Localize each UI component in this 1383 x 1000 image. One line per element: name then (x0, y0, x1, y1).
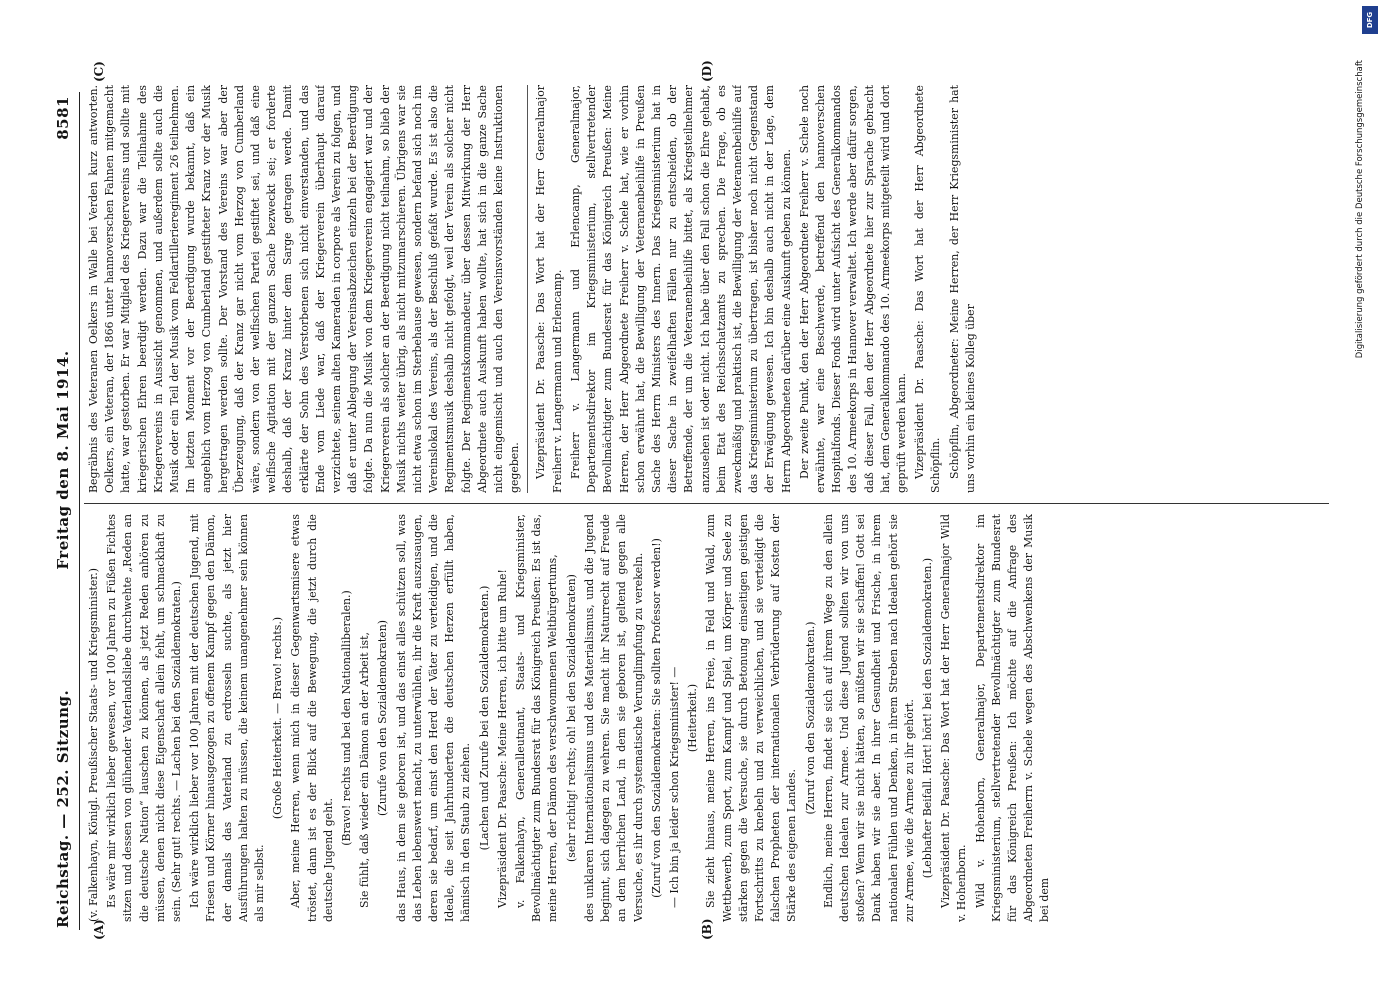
dfg-logo (1362, 6, 1378, 34)
running-header: Reichstag. — 252. Sitzung. (54, 689, 72, 928)
interjection: (sehr richtig! rechts; oh! bei den Sozialdemokraten) (564, 574, 578, 862)
section-separator (527, 85, 528, 493)
right-text-column (86, 85, 1326, 493)
paragraph: — Ich bin ja leider schon Kriegsminister! — (667, 666, 681, 908)
paragraph: (v. Falkenhayn, Königl. Preußischer Staats- und Kriegsminister.) (87, 568, 100, 922)
digitization-footnote: Digitalisierung gefördert durch die Deutsche Forschungsgemeinschaft (1355, 60, 1365, 359)
left-text-column (86, 514, 1326, 922)
interjection: (Lebhafter Beifall. Hört! hört! bei den Sozialdemokraten.) (920, 557, 934, 879)
paragraph: Es wäre mir wirklich lieber gewesen, vor 100 Jahren zu Füßen Fichtes sitzen und dessen von glühender Vaterlandsliebe durchwehte „Reden an die deutsche Nation“ lauschen zu können, als jetzt Reden anhören zu müssen, denen nicht diese Eigenschaft allein fehlt, um schmackhaft zu sein. (Sehr gut! rechts. — Lachen bei den Sozialdemokraten.) (105, 514, 184, 922)
interjection: (Große Heiterkeit. — Bravo! rechts.) (271, 616, 285, 820)
paragraph: Endlich, meine Herren, findet sie sich auf ihrem Wege zu den allein deutschen Idealen zur Armee. Und diese Jugend sollten wir von uns stoßen? Wenn wir sie nicht hätten, so müßten wir sie schaffen! Gott sei Dank haben wir sie aber. In ihrer Gesundheit und Frische, in ihrem nationalen Fühlen und Denken, in ihrem Streben nach Idealen gehört sie zur Armee, wie die Armee zu ihr gehört. (821, 514, 916, 922)
margin-mark-a: (A) (92, 919, 106, 940)
speaker-paragraph: Vizepräsident Dr. Paasche: Meine Herren, ich bitte um Ruhe! (495, 569, 509, 908)
interjection: (Lachen und Zurufe bei den Sozialdemokraten.) (477, 585, 491, 851)
speaker-paragraph: Schöpflin, Abgeordneter: Meine Herren, der Herr Kriegsminister hat uns vorhin ein kleines Kolleg über (947, 85, 977, 493)
page-number: 8581 (54, 96, 72, 140)
dfg-logo-text: DFG (1366, 11, 1374, 29)
speaker-paragraph: Freiherr v. Langermann und Erlencamp, Generalmajor, Departementsdirektor im Kriegsministerium, stellvertretender Bevollmächtigter zum Bundesrat für das Königreich Preußen: Meine Herren, der Herr Abgeordnete Freiherr v. Schele hat, wie er vorhin schon erwähnt hat, die Bewilligung der Veteranenbeihilfe in Preußen Sache des Herrn Ministers des Innern. Das Kriegsministerium hat in dieser Sache in zweifelhaften Fällen nur zu entscheiden, ob der Betreffende, der um die Veteranenbeihilfe bittet, als Kriegsteilnehmer anzusehen ist oder nicht. Ich habe über den Fall schon die Ehre gehabt, beim Etat des Reichsschatzamts zu sprechen. Die Frage, ob es zweckmäßig und praktisch ist, die Bewilligung der Veteranenbeihilfe auf das Kriegsministerium zu übertragen, ist bisher noch nicht Gegenstand der Erwägung gewesen. Ich bin deshalb auch nicht in der Lage, dem Herrn Abgeordneten darüber eine Auskunft geben zu können. (568, 85, 793, 493)
interjection: (Heiterkeit.) (686, 683, 700, 753)
paragraph: des unklaren Internationalismus und des Materialismus, und die Jugend beginnt, sich dagegen zu wehren. Sie macht ihr Naturrecht auf Freude an dem herrlichen Land, in dem sie geboren ist, geltend gegen alle Versuche, es ihr durch systematische Verunglimpfung zu verekeln. (582, 514, 645, 922)
paragraph: Aber, meine Herren, wenn mich in dieser Gegenwartsmisere etwas tröstet, dann ist es der Blick auf die Bewegung, die jetzt durch die deutsche Jugend geht. (289, 514, 335, 922)
date-header: Freitag den 8. Mai 1914. (54, 350, 72, 570)
speaker-paragraph: Vizepräsident Dr. Paasche: Das Wort hat der Herr Generalmajor Wild v. Hohenborn. (939, 514, 969, 922)
margin-mark-d: (D) (700, 60, 714, 82)
interjection: (Zuruf von den Sozialdemokraten.) (803, 621, 817, 815)
interjection: (Bravo! rechts und bei den Nationalliberalen.) (340, 590, 354, 846)
speaker-paragraph: v. Falkenhayn, Generalleutnant, Staats- und Kriegsminister, Bevollmächtigter zum Bundesrat für das Königreich Preußen: Es ist das, meine Herren, der Dämon des verschwommenen Weltbürgertums, (514, 514, 560, 922)
column-divider (84, 503, 1329, 504)
interjection: (Zurufe von den Sozialdemokraten) (376, 620, 390, 816)
speaker-paragraph: Vizepräsident Dr. Paasche: Das Wort hat der Herr Generalmajor Freiherr v. Langermann und Erlencamp. (534, 85, 564, 493)
paragraph: Begräbnis des Veteranen Oelkers in Walle bei Verden kurz antworten. Oelkers, ein Veteran, der 1866 unter hannoverschen Fahnen mitgemacht hatte, war gestorben. Er war Mitglied des Kriegervereins und sollte mit kriegerischen Ehren beerdigt werden. Dazu war die Teilnahme des Kriegervereins in Aussicht genommen, und außerdem sollte auch die Musik oder ein Teil der Musik vom Feldartillerieregiment 26 teilnehmen. Im letzten Moment vor der Beerdigung wurde bekannt, daß ein angeblich vom Herzog von Cumberland gestifteter Kranz vor der Musik hergetragen werden sollte. Der Vorstand des Vereins war aber der Überzeugung, daß der Kranz gar nicht vom Herzog von Cumberland wäre, sondern von der welfischen Partei gestiftet sei, und daß eine welfische Agitation mit der ganzen Sache bezweckt sei; er forderte deshalb, daß der Kranz hinter dem Sarge getragen werde. Damit erklärte der Sohn des Verstorbenen sich nicht einverstanden, und das Ende vom Liede war, daß der Kriegerverein überhaupt darauf verzichtete, seinem alten Kameraden in corpore als Verein zu folgen, und daß er unter Ablegung der Vereinsabzeichen einzeln bei der Beerdigung folgte. Da nun die Musik von dem Kriegerverein engagiert war und der Kriegerverein als solcher an der Beerdigung nicht teilnahm, so blieb der Musik nichts weiter übrig, als nicht mitzumarschieren. Übrigens war sie nicht etwa schon im Sterbehause gewesen, sondern befand sich noch im Vereinslokal des Vereins, als der Beschluß gefaßt wurde. Es ist also die Regimentsmusik deshalb nicht gefolgt, weil der Verein als solcher nicht folgte. Der Regimentskommandeur, über dessen Mitwirkung der Herr Abgeordnete auch Auskunft haben wollte, hat sich in die ganze Sache nicht eingemischt und auch den Vereinsvorständen keine Instruktionen gegeben. (87, 85, 522, 493)
margin-mark-b: (B) (700, 918, 714, 940)
speaker-paragraph: Wild v. Hohenborn, Generalmajor, Departementsdirektor im Kriegsministerium, stellvertretender Bevollmächtigter zum Bundesrat für das Königreich Preußen: Ich möchte auf die Anfrage des Abgeordneten Freiherrn v. Schele wegen des Abschwenkens der Musik bei dem (973, 514, 1052, 922)
paragraph: das Haus, in dem sie geboren ist, und das einst alles schützen soll, was das Leben lebenswert macht, zu unterwühlen, ihr die Kraft auszusaugen, deren sie bedarf, um einst den Herd der Väter zu verteidigen, und die Ideale, die seit Jahrhunderten die deutschen Herzen erfüllt haben, hämisch in den Staub zu ziehen. (394, 514, 473, 922)
paragraph: Sie fühlt, daß wieder ein Dämon an der Arbeit ist, (358, 632, 372, 908)
interjection: (Zuruf von den Sozialdemokraten: Sie sollten Professor werden!) (649, 538, 663, 898)
paragraph: Ich wäre wirklich lieber vor 100 Jahren mit der deutschen Jugend, mit Friesen und Körner hinausgezogen zu offenem Kampf gegen den Dämon, der damals das Vaterland zu erdrosseln suchte, als jetzt hier Ausführungen halten zu müssen, die keinem unangenehmer sein können als mir selbst. (188, 514, 267, 922)
header-rule (79, 92, 80, 930)
paragraph: Der zweite Punkt, den der Herr Abgeordnete Freiherr v. Schele noch erwähnte, war eine Beschwerde, betreffend den hannoverschen Hospitalfonds. Dieser Fonds wird unter Aufsicht des Generalkommandos des 10. Armeekorps in Hannover verwaltet. Ich werde aber dafür sorgen, daß dieser Fall, den der Herr Abgeordnete hier zur Sprache gebracht hat, dem Generalkommando des 10. Armeekorps mitgeteilt wird und dort geprüft werden kann. (797, 85, 908, 493)
margin-mark-c: (C) (92, 61, 106, 82)
speaker-paragraph: Vizepräsident Dr. Paasche: Das Wort hat der Herr Abgeordnete Schöpflin. (913, 85, 943, 493)
paragraph: Sie zieht hinaus, meine Herren, ins Freie, in Feld und Wald, zum Wettbewerb, zum Sport, zum Kampf und Spiel, um Körper und Seele zu stärken gegen die Versuche, sie durch Betonung einseitigen geistigen Fortschritts zu knebeln und zu verweichlichen, und sie verteidigt die falschen Propheten der internationalen Verbrüderung auf Kosten der Stärke des eigenen Landes. (704, 514, 799, 922)
